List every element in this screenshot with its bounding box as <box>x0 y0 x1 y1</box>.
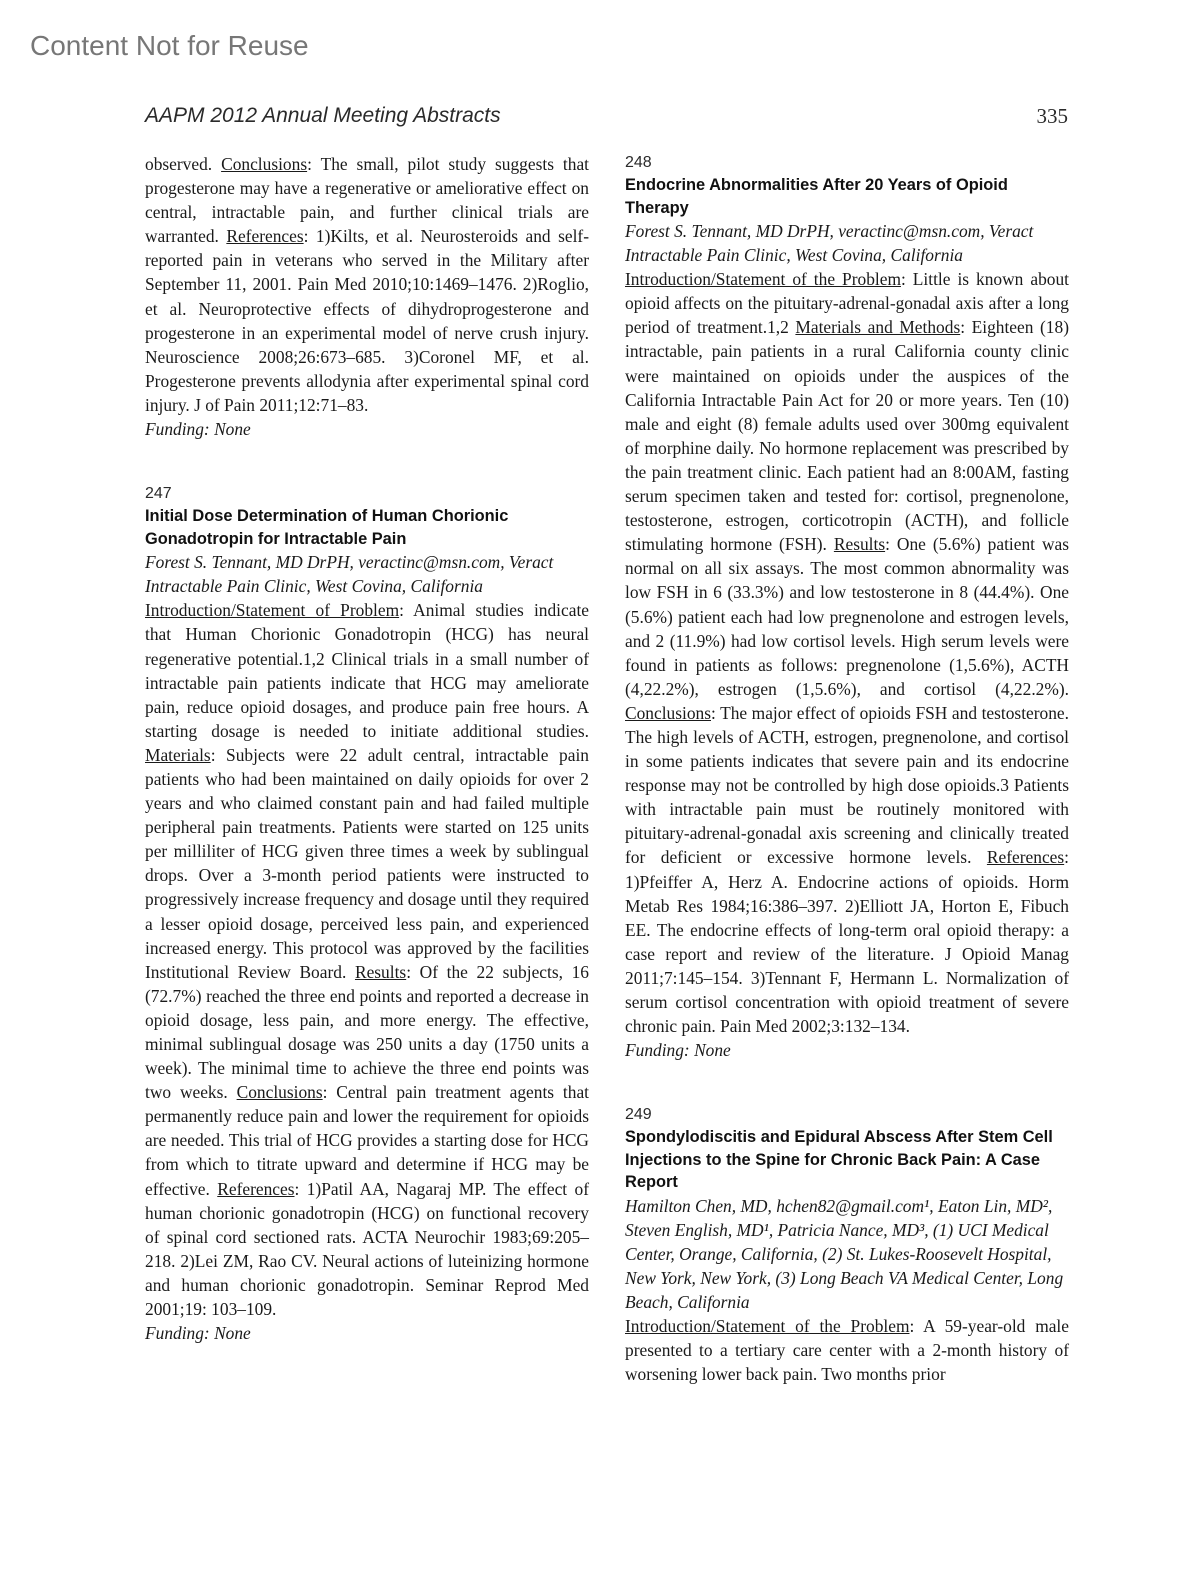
body-text: : Little is known about opioid affects on the pituitary-adrenal-gonadal axis after a long period of treatment.1,2 <box>625 269 1069 338</box>
abstract-title: Initial Dose Determination of Human Chorionic Gonadotropin for Intractable Pain <box>145 507 509 548</box>
abstract-authors: Forest S. Tennant, MD DrPH, veractinc@msn.com, Veract Intractable Pain Clinic, West Covina, California <box>625 221 1034 266</box>
abstract-number: 249 <box>625 1106 652 1124</box>
right-column <box>625 152 1069 1387</box>
body-text: : 1)Pfeiffer A, Herz A. Endocrine actions of opioids. Horm Metab Res 1984;16:386–397. 2)Elliott JA, Horton E, Fibuch EE. The endocrine effects of long-term oral opioid therapy: a case report and review of the literature. J Opioid Manag 2011;7:145–154. 3)Tennant F, Hermann L. Normalization of serum cortisol concentration with opioid treatment of severe chronic pain. Pain Med 2002;3:132–134. <box>625 847 1069 1037</box>
abstract-body <box>625 267 1069 1038</box>
abstract-body <box>145 598 589 1321</box>
funding-note: Funding: None <box>145 419 251 440</box>
section-label-introduction: Introduction/Statement of the Problem <box>625 269 901 290</box>
section-label-materials: Materials <box>145 744 211 765</box>
section-label-methods: Materials and Methods <box>795 317 961 338</box>
abstract-authors: Hamilton Chen, MD, hchen82@gmail.com¹, Eaton Lin, MD², Steven English, MD¹, Patricia Nance, MD³, (1) UCI Medical Center, Orange, California, (2) St. Lukes-Roosevelt Hospital, New York, New York, (3) Long Beach VA Medical Center, Long Beach, California <box>625 1195 1064 1313</box>
section-label-introduction: Introduction/Statement of Problem <box>145 600 400 621</box>
section-label-references: References <box>226 226 304 247</box>
body-text: observed. <box>145 154 222 174</box>
body-text: : The major effect of opioids FSH and testosterone. The high levels of ACTH, estrogen, pregnenolone, and cortisol in some patients indicates that severe pain and its endocrine response may not be controlled by high dose opioids.3 Patients with intractable pain must be routinely monitored with pituitary-adrenal-gonadal axis screening and clinically treated for deficient or excessive hormone levels. <box>625 702 1069 868</box>
abstract-249 <box>625 1104 1069 1386</box>
section-label-conclusions: Conclusions <box>221 154 308 174</box>
abstract-authors: Forest S. Tennant, MD DrPH, veractinc@msn.com, Veract Intractable Pain Clinic, West Covina, California <box>145 552 554 597</box>
body-text: : Central pain treatment agents that permanently reduce pain and lower the requirement for opioids are needed. This trial of HCG provides a starting dose for HCG from which to titrate upward and determine if HCG may be effective. <box>145 1082 589 1199</box>
abstract-body <box>625 1314 1069 1386</box>
body-text: : One (5.6%) patient was normal on all six assays. The most common abnormality was low FSH in 6 (33.3%) and low testosterone in 8 (44.4%). One (5.6%) patient each had low pregnenolone and estrogen levels, and 2 (11.9%) had low cortisol levels. High serum levels were found in patients as follows: pregnenolone (1,5.6%), ACTH (4,22.2%), estrogen (1,5.6%), and cortisol (4,22.2%). <box>625 534 1070 699</box>
body-text: : 1)Patil AA, Nagaraj MP. The effect of human chorionic gonadotropin (HCG) on functional recovery of spinal cord sectioned rats. ACTA Neurochir 1983;69:205–218. 2)Lei ZM, Rao CV. Neural actions of luteinizing hormone and human chorionic gonadotropin. Seminar Reprod Med 2001;19: 103–109. <box>145 1178 589 1320</box>
running-title: AAPM 2012 Annual Meeting Abstracts <box>145 104 501 127</box>
body-text: : Animal studies indicate that Human Chorionic Gonadotropin (HCG) has neural regenerative potential.1,2 Clinical trials in a small number of intractable pain patients indicate that HCG may ameliorate pain, reduce opioid dosages, and produce pain free hours. A starting dosage is needed to initiate additional studies. <box>145 600 589 741</box>
body-text: : Of the 22 subjects, 16 (72.7%) reached the three end points and reported a decrease in opioid dosage, less pain, and more energy. The effective, minimal sublingual dosage was 250 units a day (1750 units a week). The minimal time to achieve the three end points was two weeks. <box>145 961 589 1103</box>
section-label-references: References <box>986 847 1065 868</box>
body-text: : 1)Kilts, et al. Neurosteroids and self-reported pain in veterans who served in the Military after September 11, 2001. Pain Med 2010;10:1469–1476. 2)Roglio, et al. Neuroprotective effects of dihydroprogesterone and progesterone in an experimental model of nerve crush injury. Neuroscience 2008;26:673–685. 3)Coronel MF, et al. Progesterone prevents allodynia after experimental spinal cord injury. J of Pain 2011;12:71–83. <box>145 226 590 415</box>
body-text: : The small, pilot study suggests that progesterone may have a regenerative or ameliorative effect on central, intractable pain, and further clinical trials are warranted. <box>145 154 589 247</box>
abstract-title: Endocrine Abnormalities After 20 Years of Opioid Therapy <box>625 176 1008 217</box>
funding-note: Funding: None <box>145 1323 251 1344</box>
funding-note: Funding: None <box>625 1040 731 1061</box>
section-label-introduction: Introduction/Statement of the Problem <box>625 1316 910 1337</box>
left-column <box>145 152 589 1345</box>
abstract-number: 248 <box>625 154 652 171</box>
section-label-results: Results <box>833 534 886 555</box>
body-text: : A 59-year-old male presented to a tertiary care center with a 2-month history of worsening lower back pain. Two months prior <box>625 1316 1069 1385</box>
abstract-248 <box>625 152 1069 1062</box>
section-label-conclusions: Conclusions <box>625 702 711 723</box>
section-label-conclusions: Conclusions <box>236 1082 323 1103</box>
abstract-number: 247 <box>145 485 172 503</box>
section-label-references: References <box>217 1178 295 1199</box>
abstract-247 <box>145 483 589 1345</box>
page-number: 335 <box>1036 104 1068 128</box>
section-label-results: Results <box>354 961 407 982</box>
body-text: : Eighteen (18) intractable, pain patients in a rural California county clinic were maintained on opioids under the auspices of the California Intractable Pain Act for 20 or more years. Ten (10) male and eight (8) female adults used over 300mg equivalent of morphine daily. No hormone replacement was prescribed by the pain treatment clinic. Each patient had an 8:00AM, fasting serum specimen taken and tested for: cortisol, pregnenolone, testosterone, estrogen, corticotropin (ACTH), and follicle stimulating hormone (FSH). <box>625 317 1069 555</box>
continued-abstract-body <box>145 152 589 417</box>
watermark: Content Not for Reuse <box>30 30 309 61</box>
body-text: : Subjects were 22 adult central, intractable pain patients who had been maintained on daily opioids for over 2 years and who claimed constant pain and had failed multiple peripheral pain treatments. Patients were started on 125 units per milliliter of HCG given three times a week by sublingual drops. Over a 3-month period patients were instructed to progressively increase frequency and dosage until they required a lesser opioid dosage, perceived less pain, and experienced increased energy. This protocol was approved by the facilities Institutional Review Board. <box>145 744 589 982</box>
abstract-title: Spondylodiscitis and Epidural Abscess After Stem Cell Injections to the Spine for Chronic Back Pain: A Case Report <box>625 1128 1053 1192</box>
